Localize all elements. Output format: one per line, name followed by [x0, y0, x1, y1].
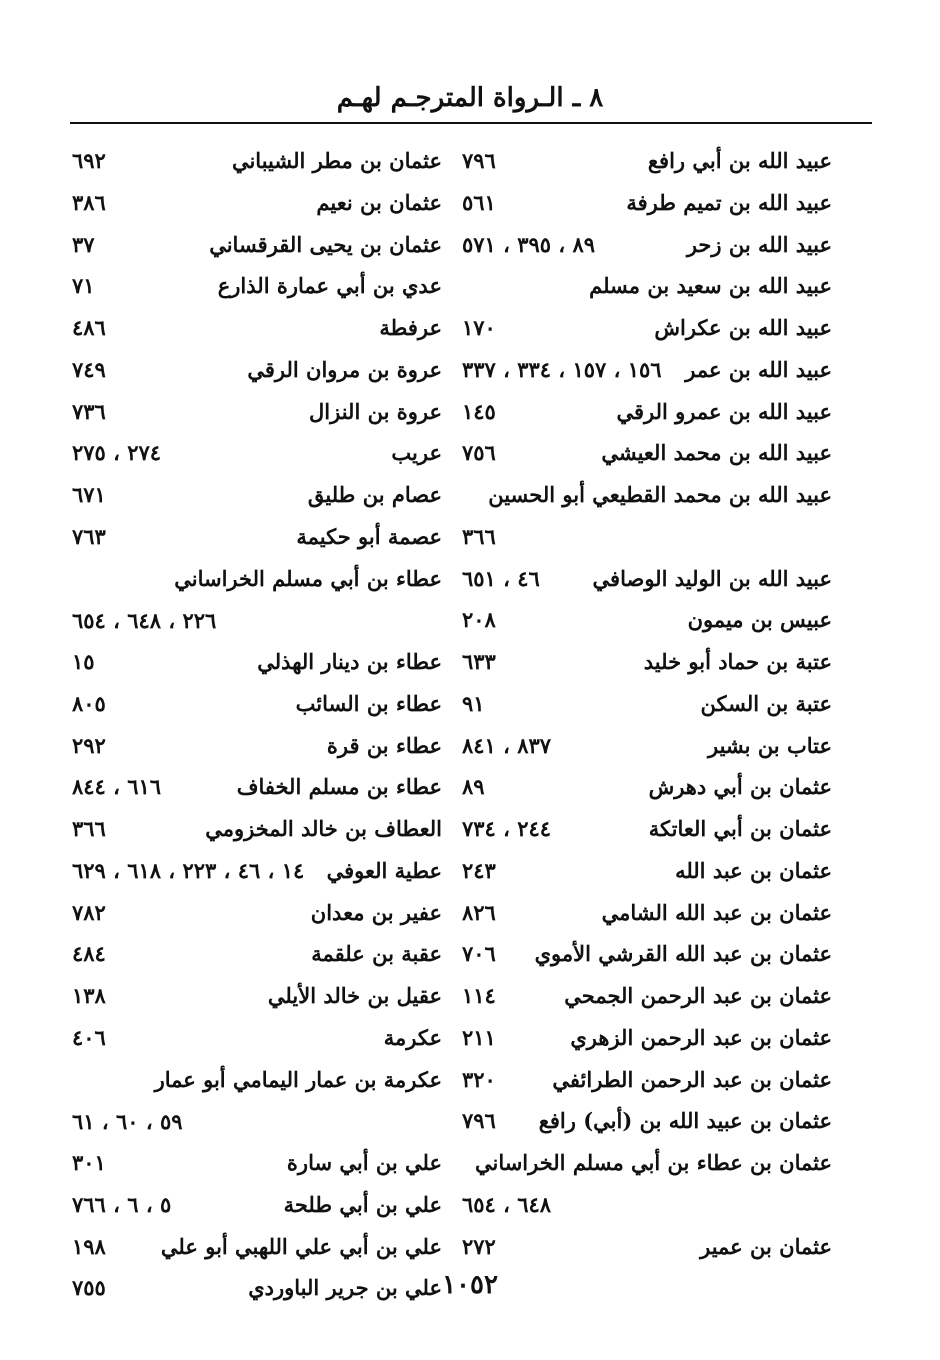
page-references: ٨٠٥ [72, 690, 106, 716]
page-number: ١٠٥٢ [442, 1270, 498, 1300]
page-references: ٧٩٦ [462, 1108, 496, 1134]
narrator-name: عفير بن معدان [310, 899, 442, 925]
narrator-name: عتبة بن السكن [700, 690, 832, 716]
index-entry [72, 516, 442, 558]
index-entry [72, 224, 442, 266]
narrator-name: عثمان بن عمير [700, 1233, 832, 1259]
page-references: ٨٢٦ [462, 899, 496, 925]
narrator-name: عبيد الله بن محمد القطيعي أبو الحسين [488, 482, 832, 507]
page-references: ٢٧٢ [462, 1233, 496, 1259]
page-references: ٧٥٦ [462, 440, 496, 466]
index-entry [462, 808, 832, 850]
page-references: ٧٤٩ [72, 356, 106, 382]
narrator-name: عبيس بن ميمون [687, 607, 832, 633]
page-references: ٣٨٦ [72, 189, 106, 215]
page-references: ٧٨٢ [72, 899, 106, 925]
index-entry [72, 1184, 442, 1226]
narrator-name: عبيد الله بن عمر [685, 356, 832, 382]
narrator-name: علي بن جرير الباوردي [248, 1275, 442, 1301]
narrator-name: عبيد الله بن زحر [686, 231, 832, 257]
index-entry [72, 1142, 442, 1184]
index-entry [72, 641, 442, 683]
page-references: ٨٩ ، ٣٩٥ ، ٥٧١ [462, 231, 596, 257]
page-references: ٣٢٠ [462, 1066, 496, 1092]
index-entry [72, 182, 442, 224]
narrator-name: عثمان بن يحيى القرقساني [209, 231, 442, 257]
index-entry [462, 725, 832, 767]
narrator-name: عثمان بن عطاء بن أبي مسلم الخراساني [474, 1150, 832, 1175]
index-entry [72, 140, 442, 182]
header-rule [70, 122, 872, 124]
page-references: ٤٨٤ [72, 941, 106, 967]
narrator-name: عثمان بن عبد الرحمن الزهري [570, 1024, 832, 1050]
index-entry [462, 933, 832, 975]
index-entry [462, 1142, 832, 1226]
index-entry [72, 808, 442, 850]
page-references: ٧٦٣ [72, 523, 106, 549]
page-references: ٧٣٦ [72, 398, 106, 424]
index-entry [72, 474, 442, 516]
page-references: ٢٤٣ [462, 857, 496, 883]
index-entry [462, 391, 832, 433]
page-references: ٢٧٤ ، ٢٧٥ [72, 440, 162, 466]
narrator-name: عطاء بن أبي مسلم الخراساني [174, 565, 442, 591]
index-entry [462, 599, 832, 641]
page-references: ٢٤٤ ، ٧٣٤ [462, 816, 552, 841]
narrator-name: عروة بن النزال [309, 398, 442, 424]
page-references: ١٤٥ [462, 398, 496, 424]
page-references: ٧٥٥ [72, 1275, 106, 1301]
index-entry [462, 975, 832, 1017]
index-entry [72, 265, 442, 307]
index-entry [462, 766, 832, 808]
narrator-name: عروة بن مروان الرقي [247, 356, 442, 382]
index-entry [462, 1017, 832, 1059]
page-references: ١١٤ [462, 983, 496, 1008]
narrator-name: عطاء بن السائب [295, 690, 442, 716]
page-references: ٧٩٦ [462, 148, 496, 173]
index-entry [462, 307, 832, 349]
narrator-name: عبيد الله بن محمد العيشي [601, 440, 832, 466]
narrator-name: عطية العوفي [326, 857, 442, 883]
page-references: ١٩٨ [72, 1233, 106, 1259]
narrator-name: عطاء بن قرة [326, 732, 442, 758]
narrator-name: عقبة بن علقمة [311, 941, 442, 967]
index-entry [72, 307, 442, 349]
page-references: ٦٧١ [72, 482, 106, 507]
index-entry [72, 683, 442, 725]
page-references: ٥٦١ [462, 189, 496, 215]
narrator-name: عطاء بن مسلم الخفاف [236, 774, 442, 800]
narrator-name: عثمان بن عبد الرحمن الجمحي [564, 983, 832, 1008]
index-entry [72, 725, 442, 767]
index-entry [72, 1059, 442, 1143]
narrator-name: عبيد الله بن أبي رافع [647, 148, 832, 173]
index-entry [462, 182, 832, 224]
page-references: ٧٠٦ [462, 941, 496, 967]
page-references: ٢١١ [462, 1024, 496, 1050]
index-entry [72, 391, 442, 433]
index-entry [72, 933, 442, 975]
narrator-name: عثمان بن أبي العاتكة [648, 816, 832, 841]
page-references: ٤٠٦ [72, 1024, 106, 1050]
page-references: ٥٩ ، ٦٠ ، ٦١ [72, 1108, 183, 1134]
page-references: ٢٢٦ ، ٦٤٨ ، ٦٥٤ [72, 607, 217, 633]
index-entry [462, 850, 832, 892]
index-entry [72, 892, 442, 934]
page-references: ١٧٠ [462, 315, 496, 340]
index-entry [462, 349, 832, 391]
narrator-name: عصام بن طليق [307, 482, 442, 507]
narrator-name: عثمان بن مطر الشيباني [231, 148, 442, 173]
index-entry [462, 558, 832, 600]
narrator-name: عثمان بن أبي دهرش [648, 774, 832, 800]
narrator-name: عطاء بن دينار الهذلي [257, 649, 442, 674]
page-references: ٧١ [72, 273, 95, 299]
narrator-name: عصمة أبو حكيمة [296, 523, 442, 549]
narrator-name: عقيل بن خالد الأيلي [267, 983, 442, 1008]
index-entry [462, 265, 832, 307]
narrator-name: عثمان بن عبد الرحمن الطرائفي [552, 1066, 832, 1092]
narrator-name: عتاب بن بشير [708, 732, 832, 758]
narrator-name: عبيد الله بن عمرو الرقي [616, 398, 832, 424]
index-entry [72, 349, 442, 391]
page-references: ٣٠١ [72, 1150, 106, 1175]
narrator-name: عثمان بن عبد الله القرشي الأموي [534, 941, 832, 967]
narrator-name: عبيد الله بن سعيد بن مسلم [589, 273, 832, 299]
index-entry [462, 1059, 832, 1101]
page-references: ١٤ ، ٤٦ ، ٢٢٣ ، ٦١٨ ، ٦٢٩ [72, 857, 305, 883]
right-column [462, 140, 832, 1267]
page-references: ٣٧ [72, 231, 95, 257]
page-references: ٢٠٨ [462, 607, 496, 633]
page-references: ٣٦٦ [462, 524, 496, 549]
page-references: ٨٩ [462, 774, 485, 800]
narrator-name: عثمان بن عبد الله [675, 857, 832, 883]
page-references: ٦٩٢ [72, 148, 106, 173]
narrator-name: عبيد الله بن تميم طرفة [626, 189, 832, 215]
narrator-name: عثمان بن عبد الله الشامي [601, 899, 832, 925]
page-references: ١٥٦ ، ١٥٧ ، ٣٣٤ ، ٣٣٧ [462, 356, 662, 382]
narrator-name: عدي بن أبي عمارة الذارع [217, 273, 442, 299]
narrator-name: علي بن أبي علي اللهبي أبو علي [160, 1233, 442, 1259]
page-references: ٥ ، ٦ ، ٧٦٦ [72, 1191, 172, 1217]
page-references: ٤٨٦ [72, 315, 106, 340]
narrator-name: عكرمة [383, 1024, 442, 1050]
page-references: ٤٦ ، ٦٥١ [462, 565, 540, 591]
page-references: ٦١٦ ، ٨٤٤ [72, 774, 162, 800]
index-entry [72, 850, 442, 892]
index-entry [462, 432, 832, 474]
narrator-name: علي بن أبي طلحة [283, 1191, 442, 1217]
index-entry [72, 1017, 442, 1059]
narrator-name: عبيد الله بن الوليد الوصافي [592, 565, 832, 591]
index-entry [462, 641, 832, 683]
page-references: ٩١ [462, 690, 485, 716]
index-entry [72, 975, 442, 1017]
index-entry [462, 224, 832, 266]
index-entry [72, 766, 442, 808]
index-entry [462, 474, 832, 558]
narrator-name: عتبة بن حماد أبو خليد [643, 649, 832, 674]
index-entry [462, 1226, 832, 1268]
index-entry [72, 432, 442, 474]
page-references: ٦٣٣ [462, 649, 496, 674]
page-references: ٣٦٦ [72, 816, 106, 841]
page-references: ١٣٨ [72, 983, 106, 1008]
narrator-name: عثمان بن نعيم [316, 189, 442, 215]
page-references: ١٥ [72, 649, 95, 674]
page-references: ٦٤٨ ، ٦٥٤ [462, 1192, 552, 1217]
index-entry [462, 683, 832, 725]
narrator-name: علي بن أبي سارة [286, 1150, 442, 1175]
narrator-name: عثمان بن عبيد الله بن (أبي) رافع [538, 1108, 832, 1134]
index-entry [72, 558, 442, 642]
index-entry [462, 892, 832, 934]
index-entry [462, 1100, 832, 1142]
narrator-name: عكرمة بن عمار اليمامي أبو عمار [154, 1066, 442, 1092]
index-entry [72, 1226, 442, 1268]
left-column [72, 140, 442, 1309]
section-heading: ٨ ـ الـرواة المترجـم لهـم [336, 83, 604, 113]
index-entry [462, 140, 832, 182]
narrator-name: عرفطة [379, 315, 442, 340]
page-references: ٢٩٢ [72, 732, 106, 758]
narrator-name: العطاف بن خالد المخزومي [205, 816, 442, 841]
narrator-name: عريب [391, 440, 442, 466]
page-references: ٨٣٧ ، ٨٤١ [462, 732, 552, 758]
narrator-name: عبيد الله بن عكراش [654, 315, 832, 340]
